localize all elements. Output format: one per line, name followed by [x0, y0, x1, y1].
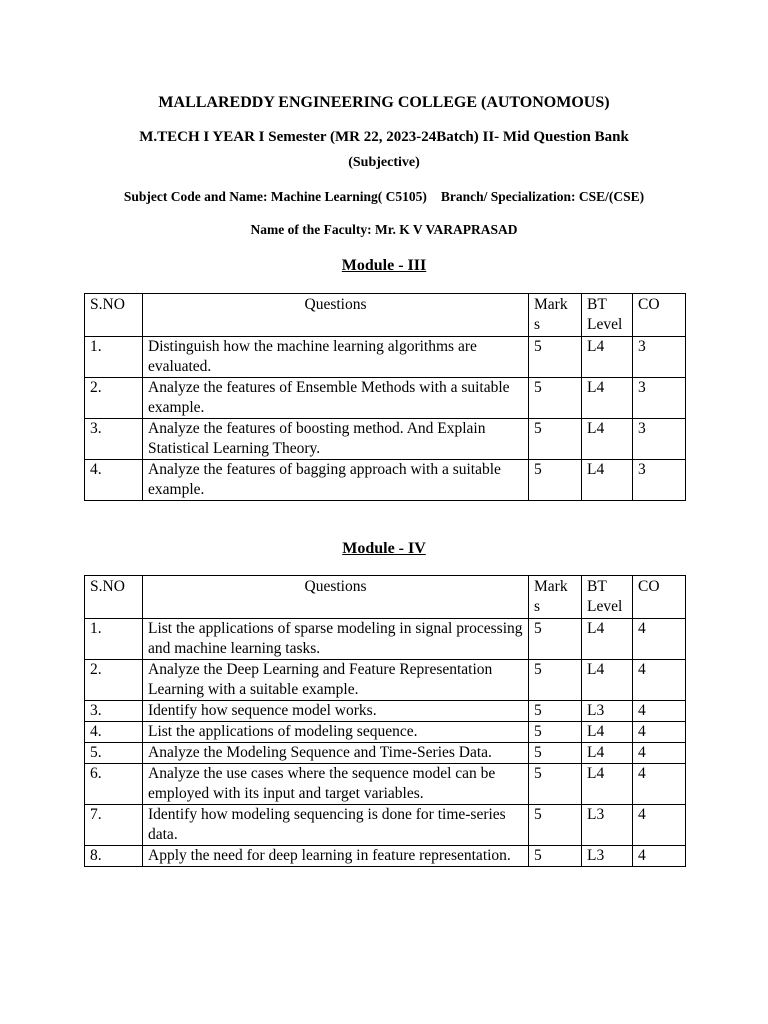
marks-header: Mark s [529, 294, 582, 337]
question-co: 4 [633, 722, 686, 743]
question-text: Apply the need for deep learning in feature representation. [143, 846, 529, 867]
question-text: Distinguish how the machine learning algorithms are evaluated. [143, 337, 529, 378]
question-text: Analyze the use cases where the sequence model can be employed with its input and target variables. [143, 764, 529, 805]
question-co: 4 [633, 846, 686, 867]
co-header: CO [633, 294, 686, 337]
college-name: MALLAREDDY ENGINEERING COLLEGE (AUTONOMOUS) [158, 94, 610, 111]
question-row [85, 660, 686, 701]
module-3-table [84, 293, 686, 501]
question-number: 1. [85, 619, 143, 660]
question-row [85, 743, 686, 764]
question-number: 3. [85, 419, 143, 460]
question-row [85, 619, 686, 660]
question-co: 4 [633, 805, 686, 846]
subject-line [0, 189, 768, 205]
question-row [85, 460, 686, 501]
question-bt-level: L3 [582, 805, 633, 846]
question-number: 6. [85, 764, 143, 805]
question-co: 4 [633, 764, 686, 805]
question-marks: 5 [529, 460, 582, 501]
question-text: Analyze the Deep Learning and Feature Representation Learning with a suitable example. [143, 660, 529, 701]
question-row [85, 722, 686, 743]
question-marks: 5 [529, 743, 582, 764]
question-number: 8. [85, 846, 143, 867]
question-row [85, 805, 686, 846]
question-marks: 5 [529, 764, 582, 805]
question-row [85, 764, 686, 805]
question-bt-level: L4 [582, 378, 633, 419]
question-co: 4 [633, 701, 686, 722]
question-bt-level: L4 [582, 460, 633, 501]
table-header-row [85, 576, 686, 619]
question-row [85, 846, 686, 867]
question-number: 5. [85, 743, 143, 764]
question-number: 1. [85, 337, 143, 378]
question-text: Identify how sequence model works. [143, 701, 529, 722]
branch-specialization: Branch/ Specialization: CSE/(CSE) [440, 189, 645, 204]
sno-header: S.NO [85, 294, 143, 337]
question-co: 4 [633, 660, 686, 701]
question-number: 7. [85, 805, 143, 846]
question-number: 2. [85, 660, 143, 701]
question-bt-level: L3 [582, 701, 633, 722]
questions-header: Questions [143, 294, 529, 337]
question-bt-level: L4 [582, 337, 633, 378]
question-row [85, 378, 686, 419]
question-marks: 5 [529, 337, 582, 378]
question-text: Analyze the features of bagging approach with a suitable example. [143, 460, 529, 501]
module-4-table [84, 575, 686, 867]
question-number: 3. [85, 701, 143, 722]
exam-title: M.TECH I YEAR I Semester (MR 22, 2023-24Batch) II- Mid Question Bank [139, 129, 629, 145]
question-bt-level: L4 [582, 764, 633, 805]
module-3-title: Module - III [341, 257, 427, 274]
subject-code-name: Subject Code and Name: Machine Learning( C5105) [123, 189, 427, 204]
question-text: List the applications of sparse modeling in signal processing and machine learning tasks. [143, 619, 529, 660]
question-co: 3 [633, 460, 686, 501]
question-bt-level: L4 [582, 619, 633, 660]
bt-level-header: BT Level [582, 576, 633, 619]
question-marks: 5 [529, 805, 582, 846]
question-number: 4. [85, 460, 143, 501]
question-co: 3 [633, 419, 686, 460]
marks-header: Mark s [529, 576, 582, 619]
question-co: 4 [633, 619, 686, 660]
question-number: 4. [85, 722, 143, 743]
question-bt-level: L4 [582, 743, 633, 764]
module-4-title: Module - IV [342, 540, 426, 557]
questions-header: Questions [143, 576, 529, 619]
co-header: CO [633, 576, 686, 619]
question-type: (Subjective) [348, 155, 420, 170]
question-marks: 5 [529, 419, 582, 460]
question-co: 3 [633, 337, 686, 378]
question-text: Analyze the features of boosting method. And Explain Statistical Learning Theory. [143, 419, 529, 460]
question-bt-level: L3 [582, 846, 633, 867]
question-text: Identify how modeling sequencing is done for time-series data. [143, 805, 529, 846]
question-bt-level: L4 [582, 419, 633, 460]
question-row [85, 701, 686, 722]
question-row [85, 419, 686, 460]
question-text: Analyze the features of Ensemble Methods with a suitable example. [143, 378, 529, 419]
question-row [85, 337, 686, 378]
question-marks: 5 [529, 846, 582, 867]
question-co: 4 [633, 743, 686, 764]
question-marks: 5 [529, 619, 582, 660]
table-header-row [85, 294, 686, 337]
question-marks: 5 [529, 701, 582, 722]
sno-header: S.NO [85, 576, 143, 619]
question-marks: 5 [529, 722, 582, 743]
faculty-name: Name of the Faculty: Mr. K V VARAPRASAD [250, 222, 518, 237]
question-marks: 5 [529, 378, 582, 419]
question-bt-level: L4 [582, 660, 633, 701]
question-marks: 5 [529, 660, 582, 701]
question-text: List the applications of modeling sequence. [143, 722, 529, 743]
question-number: 2. [85, 378, 143, 419]
question-bt-level: L4 [582, 722, 633, 743]
question-co: 3 [633, 378, 686, 419]
bt-level-header: BT Level [582, 294, 633, 337]
question-text: Analyze the Modeling Sequence and Time-Series Data. [143, 743, 529, 764]
